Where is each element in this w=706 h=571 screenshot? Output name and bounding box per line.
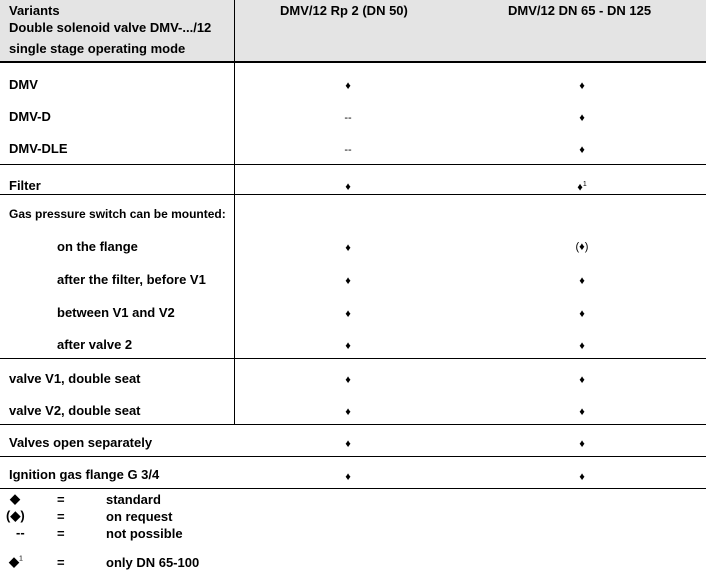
legend-dn65-symbol (9, 554, 23, 570)
row-flange-c2: (♦) (575, 241, 589, 253)
legend-dn65-footnote: 1 (19, 555, 23, 563)
header-valve-type: Double solenoid valve DMV-.../12 (9, 20, 212, 35)
header-variants: Variants (9, 3, 60, 18)
row-filter-label: Filter (9, 178, 41, 193)
row-sep-c1: ♦ (345, 438, 351, 450)
row-flange-c1: ♦ (345, 242, 351, 254)
row-ign-c1: ♦ (345, 471, 351, 483)
row-afterfilter-label: after the filter, before V1 (57, 272, 206, 287)
legend-dn65-diamond: ◆ (9, 554, 19, 569)
row-ign-c2: ♦ (579, 471, 585, 483)
row-dmvdle-c1: -- (344, 144, 352, 156)
rule-header (0, 61, 706, 63)
legend-dn65-text: only DN 65-100 (106, 555, 200, 570)
header-operating-mode: single stage operating mode (9, 41, 186, 56)
row-dmv-c2: ♦ (579, 80, 585, 92)
legend-request-eq: = (57, 509, 65, 524)
header-col-dn50: DMV/12 Rp 2 (DN 50) (280, 3, 408, 18)
legend-standard-symbol: ◆ (10, 491, 20, 506)
legend-standard-text: standard (106, 492, 161, 507)
row-filter-c2 (562, 178, 602, 195)
row-dmv-c1: ♦ (345, 80, 351, 92)
row-v1-c1: ♦ (345, 374, 351, 386)
row-dmvd-c1: -- (344, 112, 352, 124)
legend-request-text: on request (106, 509, 173, 524)
row-v2-label: valve V2, double seat (9, 403, 141, 418)
rule-table-bottom (0, 488, 706, 489)
legend-notpossible-symbol: -- (16, 525, 25, 540)
header-col-dn65-125: DMV/12 DN 65 - DN 125 (508, 3, 652, 18)
legend-standard-eq: = (57, 492, 65, 507)
row-dmvd-c2: ♦ (579, 112, 585, 124)
rule-after-v2 (0, 424, 706, 425)
legend-request-symbol: (◆) (6, 508, 25, 523)
row-between-c2: ♦ (579, 308, 585, 320)
row-ign-label: Ignition gas flange G 3/4 (9, 467, 160, 482)
row-dmvdle-label: DMV-DLE (9, 141, 68, 156)
row-after2-c2: ♦ (579, 340, 585, 352)
row-v1-c2: ♦ (579, 374, 585, 386)
row-sep-c2: ♦ (579, 438, 585, 450)
rule-after-sep (0, 456, 706, 457)
rule-after-gps (0, 358, 706, 359)
row-flange-label: on the flange (57, 239, 138, 254)
row-filter-c1: ♦ (345, 181, 351, 193)
row-between-c1: ♦ (345, 308, 351, 320)
row-dmvdle-c2: ♦ (579, 144, 585, 156)
legend-dn65-eq: = (57, 555, 65, 570)
row-filter-c2-footnote: 1 (582, 181, 587, 188)
row-v2-c2: ♦ (579, 406, 585, 418)
row-dmvd-label: DMV-D (9, 109, 51, 124)
row-filter-c2-symbol: ♦ (577, 181, 583, 194)
row-between-label: between V1 and V2 (57, 305, 175, 320)
row-gps-label: Gas pressure switch can be mounted: (9, 207, 226, 221)
row-sep-label: Valves open separately (9, 435, 153, 450)
row-afterfilter-c2: ♦ (579, 275, 585, 287)
legend-notpossible-text: not possible (106, 526, 183, 541)
rule-after-dmvdle (0, 164, 706, 165)
row-after2-c1: ♦ (345, 340, 351, 352)
column-separator (234, 0, 235, 424)
legend-notpossible-eq: = (57, 526, 65, 541)
row-v1-label: valve V1, double seat (9, 371, 141, 386)
row-afterfilter-c1: ♦ (345, 275, 351, 287)
row-after2-label: after valve 2 (57, 337, 133, 352)
row-dmv-label: DMV (9, 77, 38, 92)
row-v2-c1: ♦ (345, 406, 351, 418)
